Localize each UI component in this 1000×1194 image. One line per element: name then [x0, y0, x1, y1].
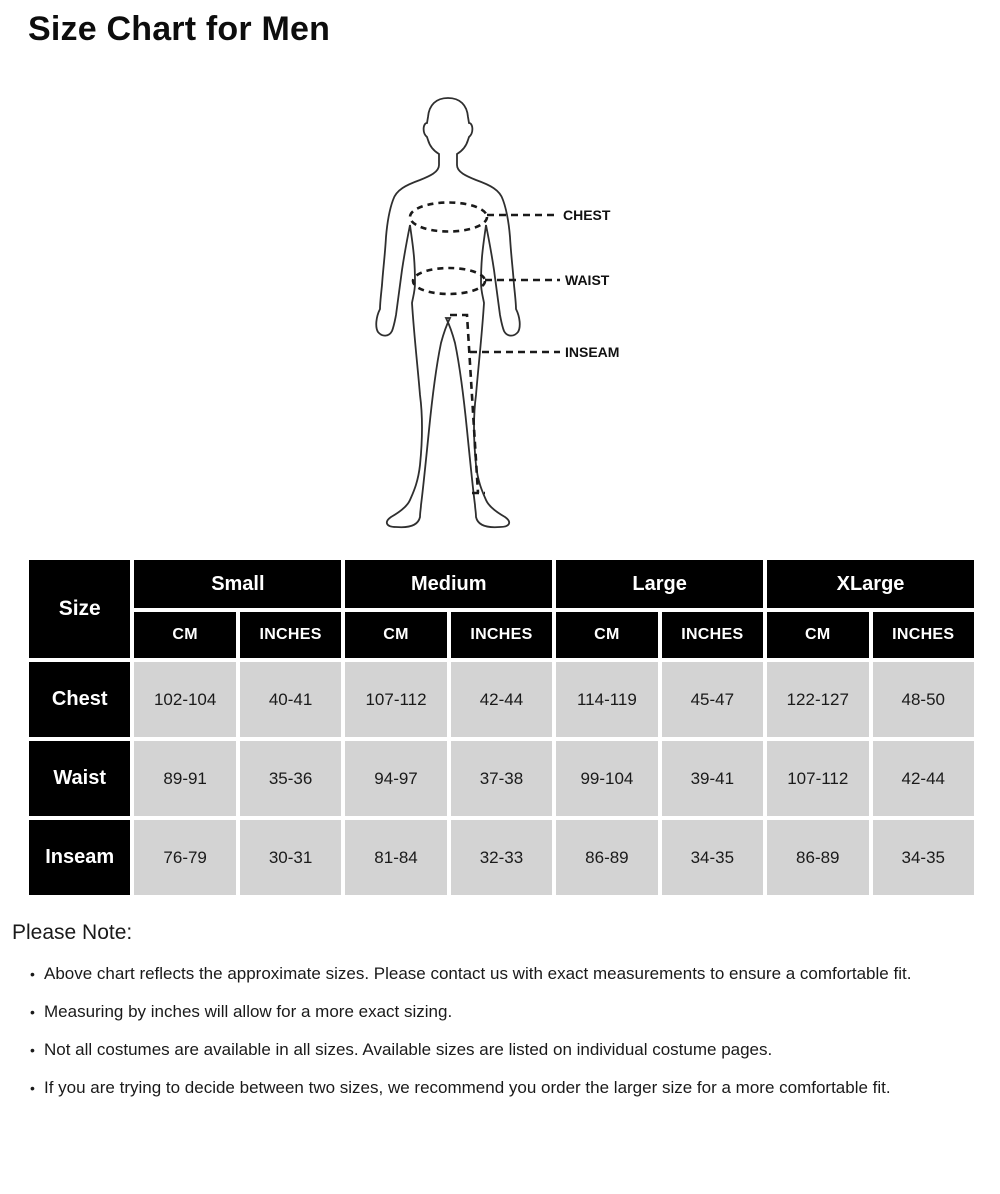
row-header-chest: Chest	[29, 662, 130, 737]
chest-large-cm: 114-119	[556, 662, 657, 737]
note-item	[12, 1031, 984, 1069]
waist-xlarge-inches: 42-44	[873, 741, 975, 816]
unit-header-inches: INCHES	[662, 612, 763, 658]
inseam-xlarge-cm: 86-89	[767, 820, 868, 895]
notes-list	[12, 955, 984, 1107]
unit-header-cm: CM	[767, 612, 868, 658]
unit-header-row	[29, 612, 974, 658]
note-item	[12, 993, 984, 1031]
bullet-icon: •	[30, 1042, 35, 1058]
chest-label: CHEST	[563, 207, 611, 223]
size-header-small: Small	[134, 560, 341, 608]
chest-large-inches: 45-47	[662, 662, 763, 737]
chest-measure-ellipse	[410, 203, 487, 232]
body-measurement-diagram	[360, 85, 660, 545]
inseam-medium-cm: 81-84	[345, 820, 446, 895]
inseam-small-inches: 30-31	[240, 820, 341, 895]
inseam-label: INSEAM	[565, 344, 620, 360]
size-group-header-row	[29, 560, 974, 608]
chest-xlarge-cm: 122-127	[767, 662, 868, 737]
page-title: Size Chart for Men	[28, 10, 331, 48]
bullet-icon: •	[30, 966, 35, 982]
waist-measure-ellipse	[413, 268, 485, 294]
inseam-medium-inches: 32-33	[451, 820, 552, 895]
inseam-large-cm: 86-89	[556, 820, 657, 895]
unit-header-cm: CM	[134, 612, 235, 658]
unit-header-cm: CM	[345, 612, 446, 658]
waist-large-inches: 39-41	[662, 741, 763, 816]
body-outline	[376, 98, 519, 527]
inseam-xlarge-inches: 34-35	[873, 820, 975, 895]
size-chart-table	[25, 556, 978, 899]
unit-header-inches: INCHES	[240, 612, 341, 658]
note-text: Measuring by inches will allow for a more exact sizing.	[44, 1002, 453, 1021]
note-text: Above chart reflects the approximate sizes. Please contact us with exact measurements to ensure a comfortable fit.	[44, 964, 912, 983]
chest-xlarge-inches: 48-50	[873, 662, 975, 737]
unit-header-inches: INCHES	[451, 612, 552, 658]
waist-medium-inches: 37-38	[451, 741, 552, 816]
note-text: If you are trying to decide between two sizes, we recommend you order the larger size for a more comfortable fit.	[44, 1078, 891, 1097]
waist-small-inches: 35-36	[240, 741, 341, 816]
size-header-medium: Medium	[345, 560, 552, 608]
size-corner-header: Size	[29, 560, 130, 658]
chest-medium-inches: 42-44	[451, 662, 552, 737]
row-header-waist: Waist	[29, 741, 130, 816]
size-header-large: Large	[556, 560, 763, 608]
row-header-inseam: Inseam	[29, 820, 130, 895]
chest-medium-cm: 107-112	[345, 662, 446, 737]
inseam-small-cm: 76-79	[134, 820, 235, 895]
bullet-icon: •	[30, 1004, 35, 1020]
notes-section	[12, 921, 984, 1107]
waist-medium-cm: 94-97	[345, 741, 446, 816]
waist-large-cm: 99-104	[556, 741, 657, 816]
chest-small-cm: 102-104	[134, 662, 235, 737]
waist-small-cm: 89-91	[134, 741, 235, 816]
size-header-xlarge: XLarge	[767, 560, 974, 608]
table-row-inseam	[29, 820, 974, 895]
body-figure-illustration	[360, 85, 660, 545]
chest-small-inches: 40-41	[240, 662, 341, 737]
notes-heading: Please Note:	[12, 921, 133, 944]
waist-xlarge-cm: 107-112	[767, 741, 868, 816]
inseam-large-inches: 34-35	[662, 820, 763, 895]
unit-header-inches: INCHES	[873, 612, 975, 658]
note-text: Not all costumes are available in all sizes. Available sizes are listed on individual costume pages.	[44, 1040, 773, 1059]
unit-header-cm: CM	[556, 612, 657, 658]
table-row-chest	[29, 662, 974, 737]
bullet-icon: •	[30, 1080, 35, 1096]
note-item	[12, 955, 984, 993]
waist-label: WAIST	[565, 272, 610, 288]
table-row-waist	[29, 741, 974, 816]
note-item	[12, 1069, 984, 1107]
